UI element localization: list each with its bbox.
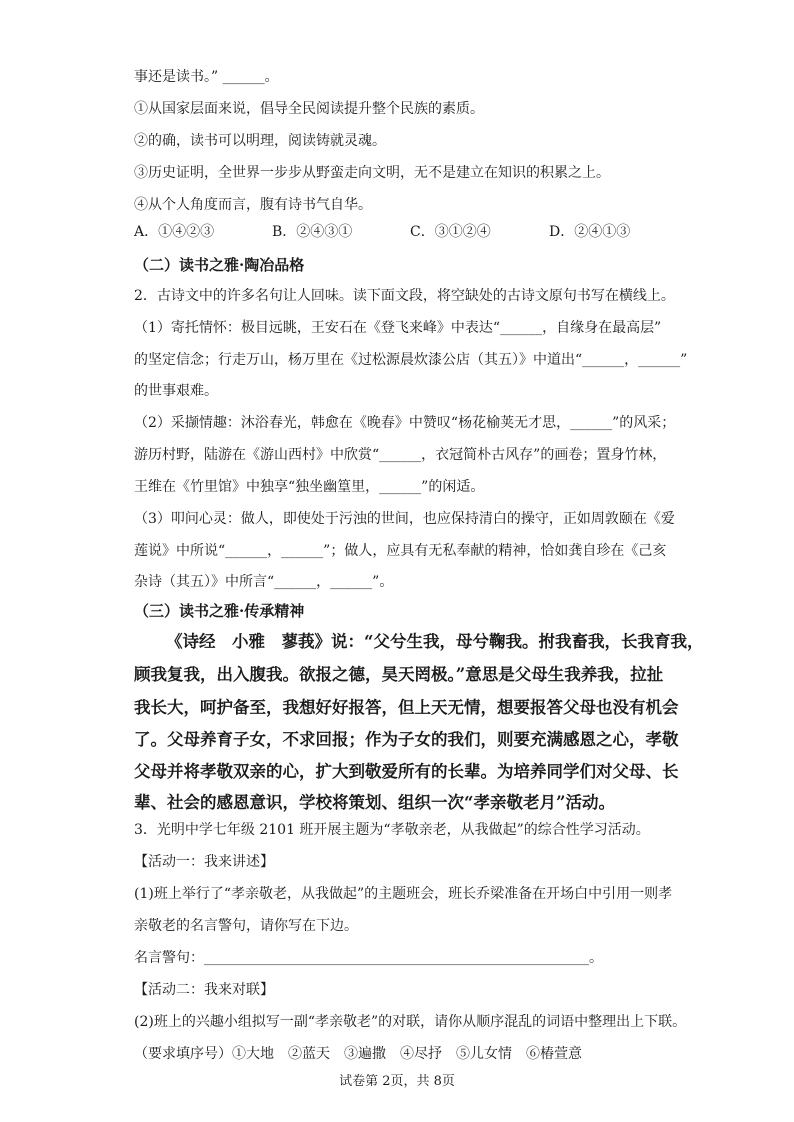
option-c: C．③①②④ <box>410 224 491 240</box>
section2-heading: （二）读书之雅·陶冶品格 <box>134 256 305 274</box>
q1-item-4: ④从个人角度而言，腹有诗书气自华。 <box>134 197 372 213</box>
bold-para-line6: 辈、社会的感恩意识，学校将策划、组织一次“孝亲敬老月”活动。 <box>134 793 615 812</box>
page-footer: 试卷第 2页，共 8页 <box>339 1074 455 1089</box>
q3-stem: 3．光明中学七年级 2101 班开展主题为“孝敬亲老，从我做起”的综合性学习活动。 <box>134 822 650 838</box>
q1-item-2: ②的确，读书可以明理，阅读铸就灵魂。 <box>134 133 386 149</box>
q2-p2-line1: （2）采撷情趣：沐浴春光，韩愈在《晚春》中赞叹“杨花榆荚无才思，______”的风采； <box>134 415 676 431</box>
q1-item-3: ③历史证明，全世界一步步从野蛮走向文明，无不是建立在知识的积累之上。 <box>134 165 610 181</box>
a2-line: (2)班上的兴趣小组拟写一副“孝亲敬老”的对联，请你从顺序混乱的词语中整理出上下联。 <box>134 1014 687 1030</box>
bold-para-line1: 《诗经 小雅 蓼莪》说：“父兮生我，母兮鞠我。拊我畜我，长我育我， <box>166 632 704 651</box>
q2-p2-line3: 王维在《竹里馆》中独享“独坐幽篁里，______”的闲适。 <box>134 479 485 495</box>
activity1-title: 【活动一：我来讲述】 <box>134 854 274 870</box>
q2-stem: 2．古诗文中的许多名句让人回味。读下面文段，将空缺处的古诗文原句书写在横线上。 <box>134 288 675 304</box>
a1-line2: 亲敬老的名言警句，请你写在下边。 <box>134 918 358 934</box>
motto-line: 名言警句：_______________________________________________________。 <box>134 950 603 966</box>
q1-tail: 事还是读书。” ______。 <box>134 69 279 85</box>
q2-p3-line2: 莲说》中所说“______，______”；做人，应具有无私奉献的精神，恰如龚自珍在《己亥 <box>134 543 667 559</box>
bold-para-line5: 父母并将孝敬双亲的心，扩大到敬爱所有的长辈。为培养同学们对父母、长 <box>134 762 679 781</box>
q2-p1-line3: 的世事艰难。 <box>134 383 218 399</box>
activity2-title: 【活动二：我来对联】 <box>134 982 274 998</box>
bold-para-line3: 我长大，呵护备至，我想好好报答，但上天无情，想要报答父母也没有机会 <box>134 698 679 717</box>
q1-item-1: ①从国家层面来说，倡导全民阅读提升整个民族的素质。 <box>134 101 484 117</box>
q2-p1-line1: （1）寄托情怀：极目远眺，王安石在《登飞来峰》中表达“______，自缘身在最高层” <box>134 320 662 336</box>
q2-p3-line3: 杂诗（其五）》中所言“______，______”。 <box>134 574 394 590</box>
section3-heading: （三）读书之雅·传承精神 <box>134 602 305 620</box>
bold-para-line4: 了。父母养育子女，不求回报；作为子女的我们，则要充满感恩之心，孝敬 <box>134 730 679 749</box>
option-a: A．①④②③ <box>134 224 215 240</box>
a1-line1: (1)班上举行了“孝亲敬老，从我做起”的主题班会，班长乔梁准备在开场白中引用一则孝 <box>134 886 673 902</box>
option-d: D．②④①③ <box>549 224 631 240</box>
q2-p1-line2: 的坚定信念；行走万山，杨万里在《过松源晨炊漆公店（其五）》中道出“______，______” <box>134 352 688 368</box>
q2-p2-line2: 游历村野，陆游在《游山西村》中欣赏“______，衣冠简朴古风存”的画卷；置身竹林， <box>134 447 667 463</box>
option-b: B．②④③① <box>272 224 353 240</box>
a2-words: （要求填序号）①大地 ②蓝天 ③遍撒 ④尽抒 ⑤儿女情 ⑥椿萱意 <box>134 1046 582 1062</box>
bold-para-line2: 顾我复我，出入腹我。欲报之德，昊天罔极。”意思是父母生我养我，拉扯 <box>134 665 664 684</box>
q2-p3-line1: （3）叩问心灵：做人，即使处于污浊的世间，也应保持清白的操守，正如周敦颐在《爱 <box>134 511 675 527</box>
